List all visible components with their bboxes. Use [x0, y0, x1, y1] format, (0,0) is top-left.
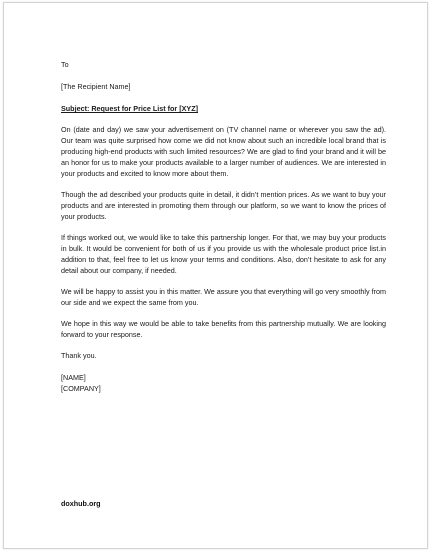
footer-watermark: doxhub.org [61, 499, 101, 508]
paragraph-4: We will be happy to assist you in this matter. We assure you that everything will go very smoothly from our side and we expect the same from you. [61, 287, 386, 307]
paragraph-1: On (date and day) we saw your advertisement on (TV channel name or wherever you saw the ad). Our team was quite surprised how come we did not know about such an incredible local brand that is producing high-end products with such limited resources? We are glad to find your brand and it will be an honor for us to make your products available to a larger number of audiences. We are interested in your products and excited to know more about them. [61, 125, 386, 178]
closing-line: Thank you. [61, 351, 97, 360]
signature-name: [NAME] [61, 373, 86, 382]
signature-company: [COMPANY] [61, 384, 101, 393]
paragraph-3: If things worked out, we would like to take this partnership longer. For that, we may buy your products in bulk. It would be convenient for both of us if you provide us with the wholesale product price list.in addition to that, feel free to let us know your terms and conditions. Also, don’t hesitate to ask for any detail about our company, if needed. [61, 233, 386, 275]
letter-body [61, 59, 386, 394]
paragraph-2: Though the ad described your products quite in detail, it didn’t mention prices. As we want to buy your products and are interested in promoting them through our platform, so we want to know the prices of your products. [61, 190, 386, 221]
to-line: To [61, 60, 69, 69]
subject-line: Subject: Request for Price List for [XYZ] [61, 104, 198, 113]
document-page [3, 2, 428, 549]
paragraph-5: We hope in this way we would be able to take benefits from this partnership mutually. We are looking forward to your response. [61, 319, 386, 339]
recipient-name: [The Recipient Name] [61, 82, 131, 91]
